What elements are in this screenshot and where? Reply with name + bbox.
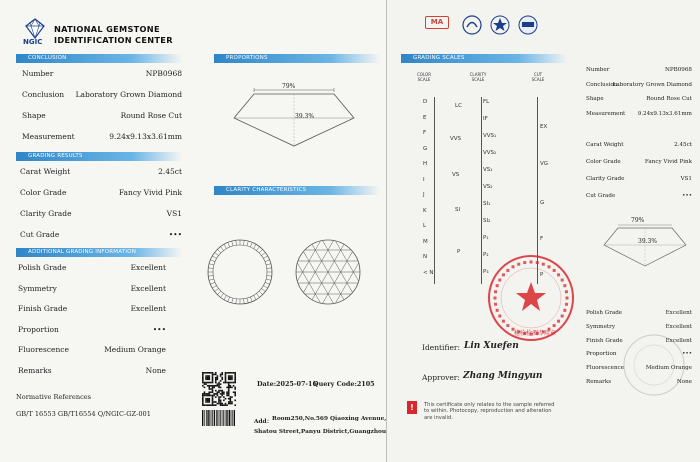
stub-value: Excellent <box>665 337 692 344</box>
ma-badge: MA <box>425 16 449 29</box>
conclusion-value: NPB0968 <box>145 69 182 78</box>
clarity-pavilion-diagram <box>292 236 364 308</box>
table-percent: 79% <box>282 83 296 90</box>
additional-info-banner: ADDITIONAL GRADING INFORMATION <box>16 248 182 257</box>
additional-label: Fluorescence <box>18 345 69 354</box>
additional-label: Remarks <box>18 365 52 375</box>
stub-value: NPB0968 <box>664 67 692 73</box>
validity-notice: This certificate only relates to the sample referred to within. Photocopy, reproduction and alteration are invalid. <box>424 402 555 421</box>
diamond-logo-icon <box>24 17 46 39</box>
stub-value: 9.24x9.13x3.61mm <box>637 110 692 117</box>
additional-value: Medium Orange <box>104 345 166 354</box>
stub-value: None <box>676 379 692 385</box>
address-line1: Room250,No.569 Qiaoxing Avenue, <box>272 416 386 422</box>
proportions-banner: PROPORTIONS <box>214 54 380 63</box>
conclusion-label: Conclusion <box>22 90 65 99</box>
scale-grade-label: VS <box>452 172 460 178</box>
scale-grade-label: K <box>423 207 427 214</box>
seal-text: 检验检测专用章 <box>514 330 557 337</box>
stub-label: Polish Grade <box>586 310 623 316</box>
scale-grade-label: L <box>423 223 427 229</box>
scale-grade-label: D <box>423 99 428 105</box>
grading-value: Fancy Vivid Pink <box>118 188 182 197</box>
clarity-scale-axis <box>481 97 482 284</box>
scale-grade-label: < N <box>423 269 434 276</box>
report-date: Date:2025-07-16 <box>257 380 317 388</box>
stub-label: Symmetry <box>586 323 615 330</box>
additional-value: Excellent <box>130 304 166 313</box>
conclusion-label: Shape <box>22 111 46 120</box>
stub-label: Fluorescence <box>586 365 624 372</box>
scale-grade-label: P <box>540 272 544 278</box>
stub-label: Clarity Grade <box>586 176 625 182</box>
normative-title: Normative References <box>16 393 92 401</box>
org-name-line1: NATIONAL GEMSTONE <box>54 24 160 34</box>
stub-label: Number <box>586 67 610 73</box>
scale-grade-label: VS₂ <box>483 184 493 190</box>
additional-label: Finish Grade <box>18 304 68 313</box>
cma-badge-icon <box>461 14 483 36</box>
additional-value: None <box>145 365 166 375</box>
address-label: Add： <box>254 419 273 425</box>
grading-value: 2.45ct <box>158 167 182 176</box>
scale-grade-label: VVS₁ <box>483 133 497 139</box>
additional-value: Excellent <box>130 263 166 272</box>
clarity-scale-head: CLARITY SCALE <box>469 72 487 82</box>
conclusion-label: Measurement <box>22 132 75 141</box>
scale-grade-label: SI₁ <box>483 201 491 207</box>
additional-label: Symmetry <box>18 283 57 293</box>
scale-grade-label: H <box>423 161 428 167</box>
scale-grade-label: VVS₂ <box>483 150 497 156</box>
scale-grade-label: J <box>423 192 425 198</box>
scale-grade-label: P₃ <box>483 269 489 275</box>
conclusion-banner: CONCLUSION <box>16 54 182 63</box>
stub-value: ••• <box>682 351 692 358</box>
org-name-line2: IDENTIFICATION CENTER <box>54 35 173 45</box>
qr-code-icon[interactable] <box>202 372 236 406</box>
additional-value: Excellent <box>130 283 166 293</box>
address-line2: Shatou Street,Panyu District,Guangzhou <box>254 429 386 435</box>
stub-value: 2.45ct <box>674 142 692 148</box>
additional-value: ••• <box>152 324 166 334</box>
star-badge-icon <box>489 14 511 36</box>
proportions-diagram <box>228 80 360 152</box>
scale-grade-label: VVS <box>450 136 462 142</box>
scale-grade-label: G <box>540 200 545 206</box>
stub-label: Measurement <box>586 110 626 117</box>
color-scale-head: COLOR SCALE <box>417 72 431 82</box>
scale-grade-label: F <box>540 236 544 242</box>
stub-value: Medium Orange <box>645 365 692 372</box>
stub-label: Finish Grade <box>586 337 623 344</box>
stub-label: Remarks <box>586 379 612 385</box>
cnas-badge-icon <box>517 14 539 36</box>
clarity-banner: CLARITY CHARACTERISTICS <box>214 186 380 195</box>
scale-grade-label: G <box>423 145 428 152</box>
stub-value: Excellent <box>665 323 692 330</box>
stub-value: ••• <box>682 193 692 199</box>
grading-label: Carat Weight <box>20 167 71 176</box>
grading-label: Color Grade <box>20 188 67 197</box>
grading-value: ••• <box>168 230 182 239</box>
grading-value: VS1 <box>166 209 182 218</box>
stub-label: Proportion <box>586 351 617 358</box>
stub-label: Carat Weight <box>586 142 624 148</box>
cut-scale-head: CUT SCALE <box>531 72 545 82</box>
approver-signature: Zhang Mingyun <box>463 371 543 381</box>
identifier-signature: Lin Xuefen <box>464 341 519 351</box>
scale-grade-label: VS₁ <box>483 167 493 173</box>
scale-grade-label: FL <box>483 99 490 105</box>
conclusion-value: Laboratory Grown Diamond <box>75 90 182 99</box>
additional-label: Polish Grade <box>18 263 67 272</box>
scale-grade-label: EX <box>540 124 548 130</box>
scale-grade-label: VG <box>540 161 549 167</box>
conclusion-label: Number <box>22 69 54 78</box>
stub-value: Fancy Vivid Pink <box>644 159 692 165</box>
grading-results-banner: GRADING RESULTS <box>16 152 182 161</box>
barcode-icon <box>202 410 236 426</box>
normative-refs: GB/T 16553 GB/T16554 Q/NGIC-GZ-001 <box>16 410 151 418</box>
scale-grade-label: P <box>457 249 461 255</box>
grading-scales-banner: GRADING SCALES <box>401 54 569 63</box>
stub-label: Shape <box>586 96 604 102</box>
scale-grade-label: SI <box>455 207 461 213</box>
conclusion-value: 9.24x9.13x3.61mm <box>109 132 182 141</box>
stub-label: Cut Grade <box>586 193 616 199</box>
scale-grade-label: I <box>423 176 425 183</box>
stub-label: Conclusion <box>586 81 618 88</box>
scale-grade-label: LC <box>455 103 462 109</box>
scale-grade-label: M <box>423 238 428 245</box>
scale-grade-label: IF <box>483 116 488 122</box>
stub-value: Round Rose Cut <box>646 96 692 102</box>
grading-label: Clarity Grade <box>20 209 72 218</box>
certificate-right-page <box>387 0 700 462</box>
scale-grade-label: N <box>423 254 428 260</box>
ngic-logo-text: NGIC <box>23 38 43 46</box>
stub-value: Excellent <box>665 310 692 316</box>
scale-grade-label: SI₂ <box>483 218 491 224</box>
scale-grade-label: P₂ <box>483 252 489 258</box>
stub-value: VS1 <box>680 176 692 182</box>
additional-label: Proportion <box>18 324 59 334</box>
scale-grade-label: E <box>423 114 427 121</box>
stub-depth-percent: 39.3% <box>638 238 658 245</box>
stub-table-percent: 79% <box>631 217 645 224</box>
stub-value: Laboratory Grown Diamond <box>612 81 692 88</box>
scale-grade-label: P₁ <box>483 235 489 241</box>
clarity-crown-diagram <box>204 236 276 308</box>
query-code: Query Code:2105 <box>313 380 375 388</box>
conclusion-value: Round Rose Cut <box>120 111 182 120</box>
color-scale-axis <box>434 97 435 284</box>
identifier-label: Identifier: <box>422 343 460 352</box>
warning-icon: ! <box>407 401 417 414</box>
approver-label: Approver: <box>422 373 460 382</box>
scale-grade-label: F <box>423 130 427 136</box>
grading-label: Cut Grade <box>20 230 60 239</box>
stub-label: Color Grade <box>586 159 621 165</box>
depth-percent: 39.3% <box>295 113 315 120</box>
